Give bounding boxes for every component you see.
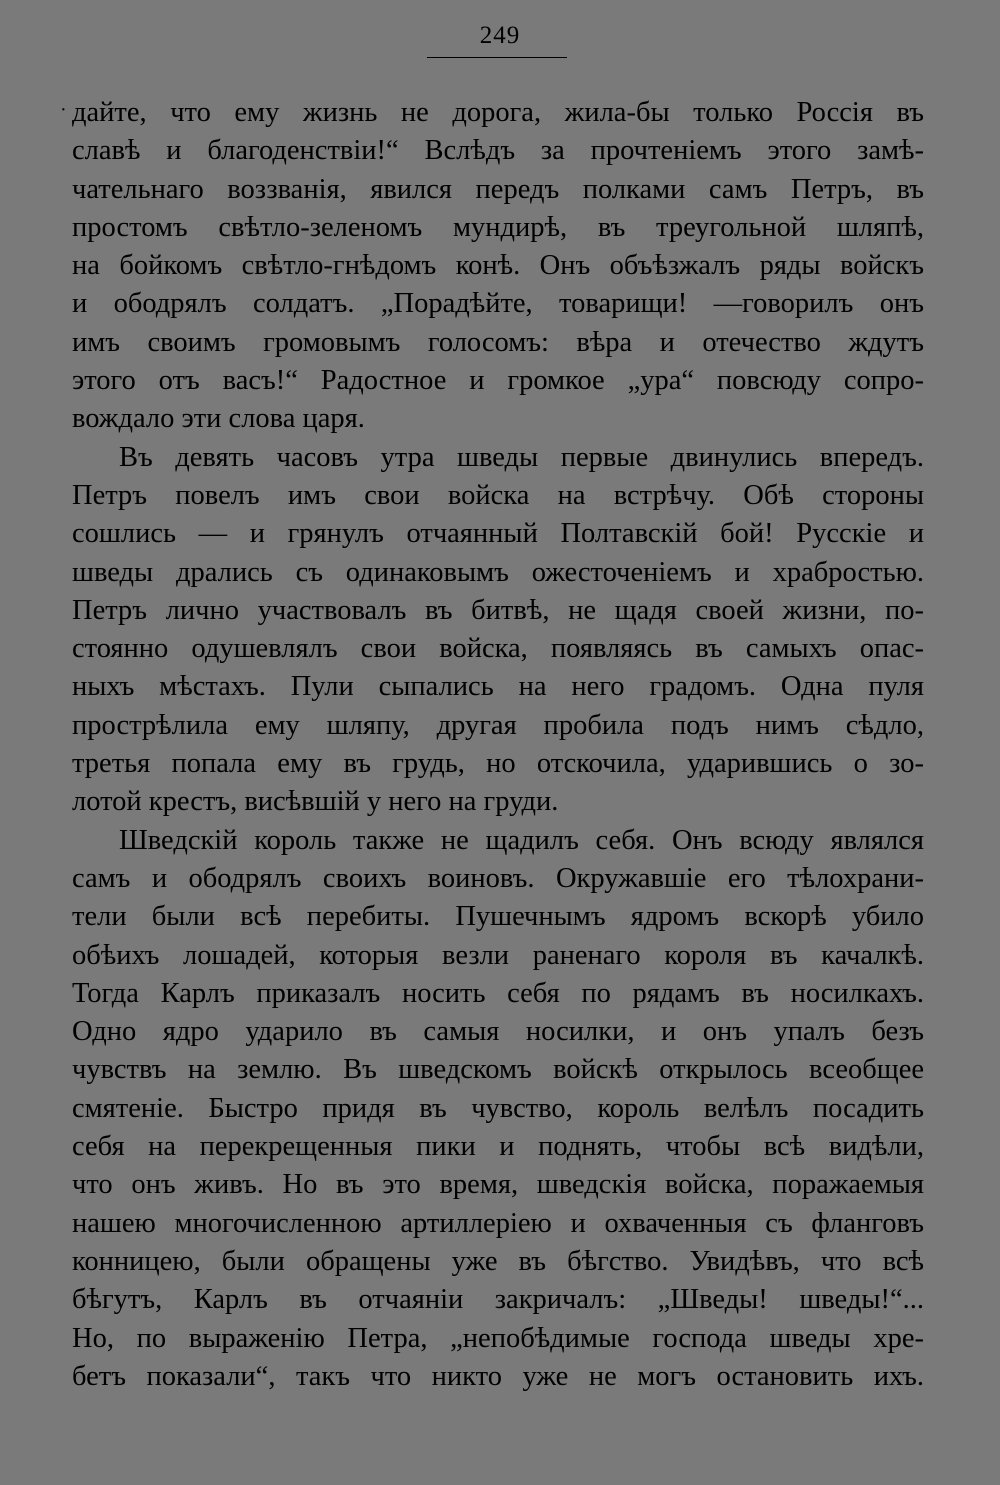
text-line: тели были всѣ перебиты. Пушечнымъ ядромъ вскорѣ убило bbox=[72, 901, 924, 933]
text-line: себя на перекрещенныя пики и поднять, чтобы всѣ видѣли, bbox=[72, 1131, 924, 1163]
text-line: этого отъ васъ!“ Радостное и громкое „ура“ повсюду сопро- bbox=[72, 365, 924, 397]
text-line: дайте, что ему жизнь не дорога, жила-бы только Россія въ bbox=[72, 97, 924, 128]
text-line: что онъ живъ. Но въ это время, шведскія войска, поражаемыя bbox=[72, 1169, 924, 1201]
text-line: славѣ и благоденствіи!“ Вслѣдъ за прочтеніемъ этого замѣ- bbox=[72, 135, 924, 167]
body-text bbox=[72, 94, 924, 1396]
text-line: обѣихъ лошадей, которыя везли раненаго короля въ качалкѣ. bbox=[72, 939, 924, 971]
text-line: стоянно одушевлялъ свои войска, появляясь въ самыхъ опас- bbox=[72, 633, 924, 665]
page-number-rule bbox=[427, 57, 567, 58]
text-line: Шведскій король также не щадилъ себя. Онъ всюду являлся bbox=[119, 824, 924, 856]
text-line: нашею многочисленною артиллеріею и охваченныя съ фланговъ bbox=[72, 1207, 924, 1239]
text-line: самъ и ободрялъ своихъ воиновъ. Окружавшіе его тѣлохрани- bbox=[72, 862, 924, 894]
text-line: смятеніе. Быстро придя въ чувство, король велѣлъ посадить bbox=[72, 1092, 924, 1124]
text-line: сошлись — и грянулъ отчаянный Полтавскій бой! Русскіе и bbox=[72, 518, 924, 550]
margin-dot: · bbox=[60, 99, 67, 121]
page-number: 249 bbox=[479, 22, 521, 49]
paragraph-1 bbox=[72, 94, 924, 439]
text-line: лотой крестъ, висѣвшій у него на груди. bbox=[72, 786, 559, 818]
paragraph-3 bbox=[72, 822, 924, 1396]
text-line: чательнаго воззванія, явился передъ полками самъ Петръ, въ bbox=[72, 173, 924, 205]
text-line: Петръ лично участвовалъ въ битвѣ, не щадя своей жизни, по- bbox=[72, 594, 924, 626]
text-line: конницею, были обращены уже въ бѣгство. Увидѣвъ, что всѣ bbox=[72, 1245, 924, 1277]
text-line: Одно ядро ударило въ самыя носилки, и онъ упалъ безъ bbox=[72, 1016, 924, 1048]
text-line: на бойкомъ свѣтло-гнѣдомъ конѣ. Онъ объѣзжалъ ряды войскъ bbox=[72, 250, 924, 282]
text-line: чувствъ на землю. Въ шведскомъ войскѣ открылось всеобщее bbox=[72, 1054, 924, 1086]
text-line: ныхъ мѣстахъ. Пули сыпались на него градомъ. Одна пуля bbox=[72, 671, 924, 703]
text-line: Но, по выраженію Петра, „непобѣдимые господа шведы хре- bbox=[72, 1322, 924, 1354]
text-line: шведы дрались съ одинаковымъ ожесточеніемъ и храбростью. bbox=[72, 556, 924, 588]
text-line: бѣгутъ, Карлъ въ отчаяніи закричалъ: „Шведы! шведы!“... bbox=[72, 1284, 924, 1316]
text-line: вождало эти слова царя. bbox=[72, 403, 365, 435]
paragraph-2 bbox=[72, 439, 924, 822]
text-line: Въ девять часовъ утра шведы первые двинулись впередъ. bbox=[119, 441, 924, 473]
text-line: имъ своимъ громовымъ голосомъ: вѣра и отечество ждутъ bbox=[72, 326, 924, 358]
text-line: и ободрялъ солдатъ. „Порадѣйте, товарищи! —говорилъ онъ bbox=[72, 288, 924, 320]
text-line: простомъ свѣтло-зеленомъ мундирѣ, въ треугольной шляпѣ, bbox=[72, 211, 924, 243]
text-line: третья попала ему въ грудь, но отскочила, ударившись о зо- bbox=[72, 748, 924, 780]
text-line: бетъ показали“, такъ что никто уже не могъ остановить ихъ. bbox=[72, 1360, 924, 1392]
text-line: Тогда Карлъ приказалъ носить себя по рядамъ въ носилкахъ. bbox=[72, 977, 924, 1009]
text-line: прострѣлила ему шляпу, другая пробила подъ нимъ сѣдло, bbox=[72, 709, 924, 741]
text-line: Петръ повелъ имъ свои войска на встрѣчу. Обѣ стороны bbox=[72, 479, 924, 511]
